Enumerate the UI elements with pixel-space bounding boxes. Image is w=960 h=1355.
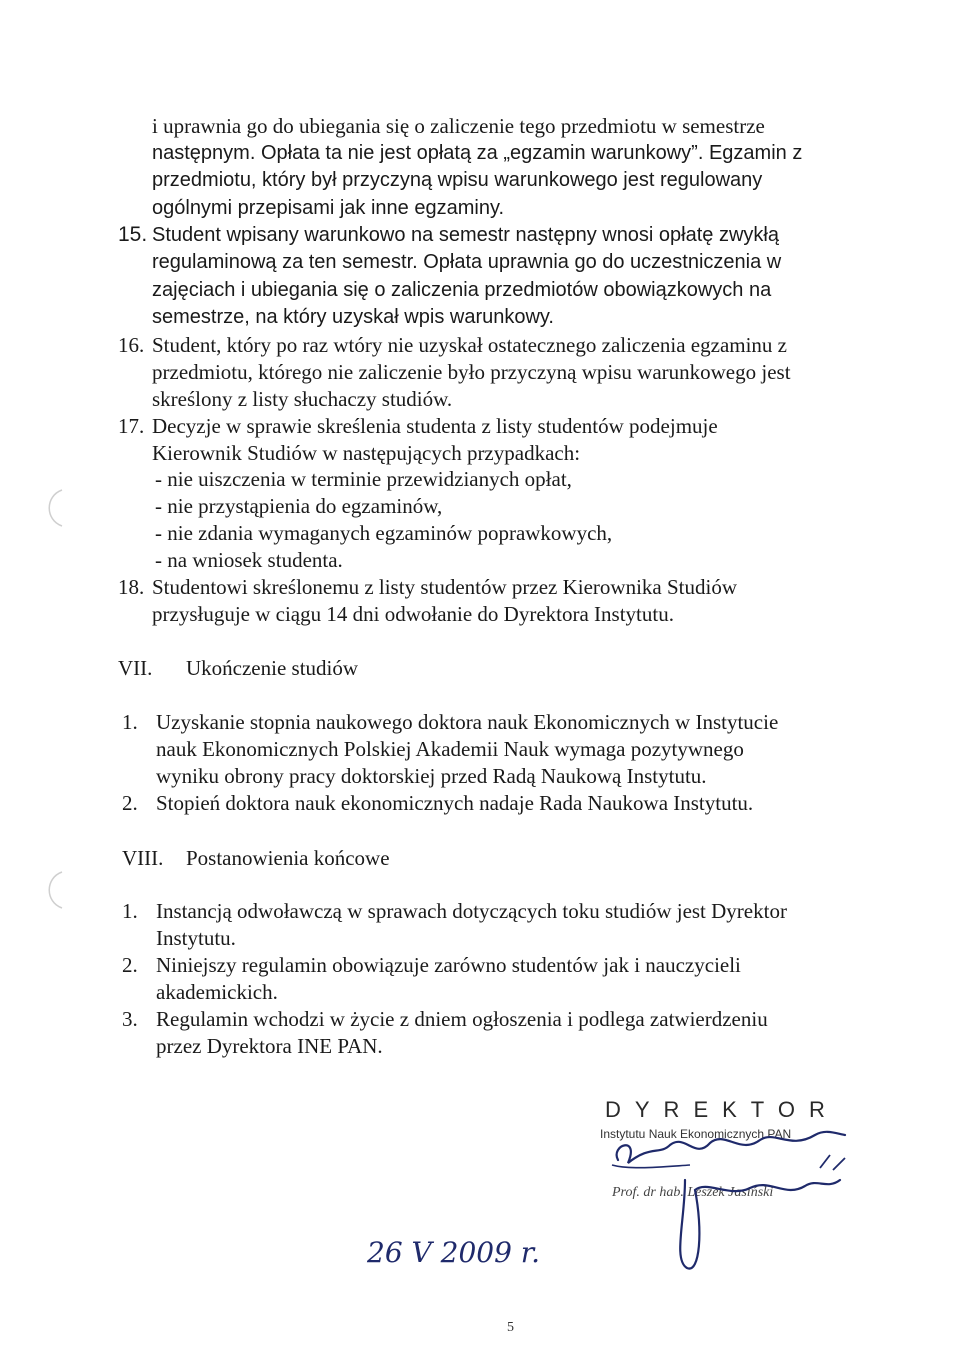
body-line: Instancją odwoławczą w sprawach dotyczących toku studiów jest Dyrektor (156, 899, 787, 923)
section-title: Postanowienia końcowe (186, 846, 390, 870)
stamp-institute: Instytutu Nauk Ekonomicznych PAN (600, 1127, 792, 1141)
body-line: Student wpisany warunkowo na semestr następny wnosi opłatę zwykłą (152, 224, 779, 246)
body-line: Studentowi skreślonemu z listy studentów przez Kierownika Studiów (152, 575, 737, 599)
bullet-item: - nie uiszczenia w terminie przewidzianych opłat, (155, 467, 572, 491)
stamp-professor: Prof. dr hab. Leszek Jasiński (612, 1185, 774, 1200)
item-number: 1. (122, 899, 138, 923)
item-number: 15. (118, 223, 148, 246)
signature-jasinski (645, 1150, 855, 1275)
punch-hole-mark (40, 488, 70, 528)
bullet-item: - nie zdania wymaganych egzaminów poprawkowych, (155, 521, 613, 545)
stamp-title: DYREKTOR (605, 1097, 839, 1122)
item-number: 1. (122, 710, 138, 734)
body-line: Instytutu. (156, 926, 236, 950)
body-line: i uprawnia go do ubiegania się o zaliczenie tego przedmiotu w semestrze (152, 114, 765, 138)
body-line: Student, który po raz wtóry nie uzyskał ostatecznego zaliczenia egzaminu z (152, 333, 788, 357)
body-line: Kierownik Studiów w następujących przypadkach: (152, 441, 581, 465)
item-number: 17. (118, 414, 145, 438)
handwritten-date (365, 1228, 575, 1278)
body-line: semestrze, na który uzyskał wpis warunkowy. (152, 306, 554, 328)
body-line: Decyzje w sprawie skreślenia studenta z listy studentów podejmuje (152, 414, 718, 438)
body-line: Uzyskanie stopnia naukowego doktora nauk Ekonomicznych w Instytucie (156, 710, 779, 734)
body-line: akademickich. (156, 980, 278, 1004)
item-number: 16. (118, 333, 145, 357)
body-line: wyniku obrony pracy doktorskiej przed Radą Naukową Instytutu. (156, 764, 707, 788)
section-title: Ukończenie studiów (186, 656, 359, 680)
handwritten-date-text: 26 V 2009 r. (367, 1236, 541, 1269)
body-line: nauk Ekonomicznych Polskiej Akademii Nauk wymaga pozytywnego (156, 737, 744, 761)
body-line: Regulamin wchodzi w życie z dniem ogłoszenia i podlega zatwierdzeniu (156, 1007, 768, 1031)
body-line: zajęciach i ubiegania się o zaliczenia przedmiotów obowiązkowych na (152, 279, 772, 301)
body-line: regulaminową za ten semestr. Opłata uprawnia go do uczestniczenia w (152, 251, 782, 273)
page-number: 5 (507, 1320, 514, 1335)
body-line: przedmiotu, który był przyczyną wpisu warunkowego jest regulowany (152, 169, 763, 191)
section-number: VIII. (122, 846, 164, 870)
bullet-item: - nie przystąpienia do egzaminów, (155, 494, 443, 518)
punch-hole-mark (40, 870, 70, 910)
item-number: 2. (122, 791, 138, 815)
body-line: Stopień doktora nauk ekonomicznych nadaje Rada Naukowa Instytutu. (156, 791, 754, 815)
body-line: przedmiotu, którego nie zaliczenie było przyczyną wpisu warunkowego jest (152, 360, 791, 384)
bullet-item: - na wniosek studenta. (155, 548, 343, 572)
body-line: przysługuje w ciągu 14 dni odwołanie do Dyrektora Instytutu. (152, 602, 674, 626)
body-line: przez Dyrektora INE PAN. (156, 1034, 383, 1058)
item-number: 3. (122, 1007, 138, 1031)
body-line: Niniejszy regulamin obowiązuje zarówno studentów jak i nauczycieli (156, 953, 741, 977)
item-number: 2. (122, 953, 138, 977)
body-line: następnym. Opłata ta nie jest opłatą za „egzamin warunkowy”. Egzamin z (152, 142, 803, 164)
body-line: ogólnymi przepisami jak inne egzaminy. (152, 197, 505, 219)
item-number: 18. (118, 575, 145, 599)
body-line: skreślony z listy słuchaczy studiów. (152, 387, 453, 411)
section-number: VII. (118, 656, 153, 680)
